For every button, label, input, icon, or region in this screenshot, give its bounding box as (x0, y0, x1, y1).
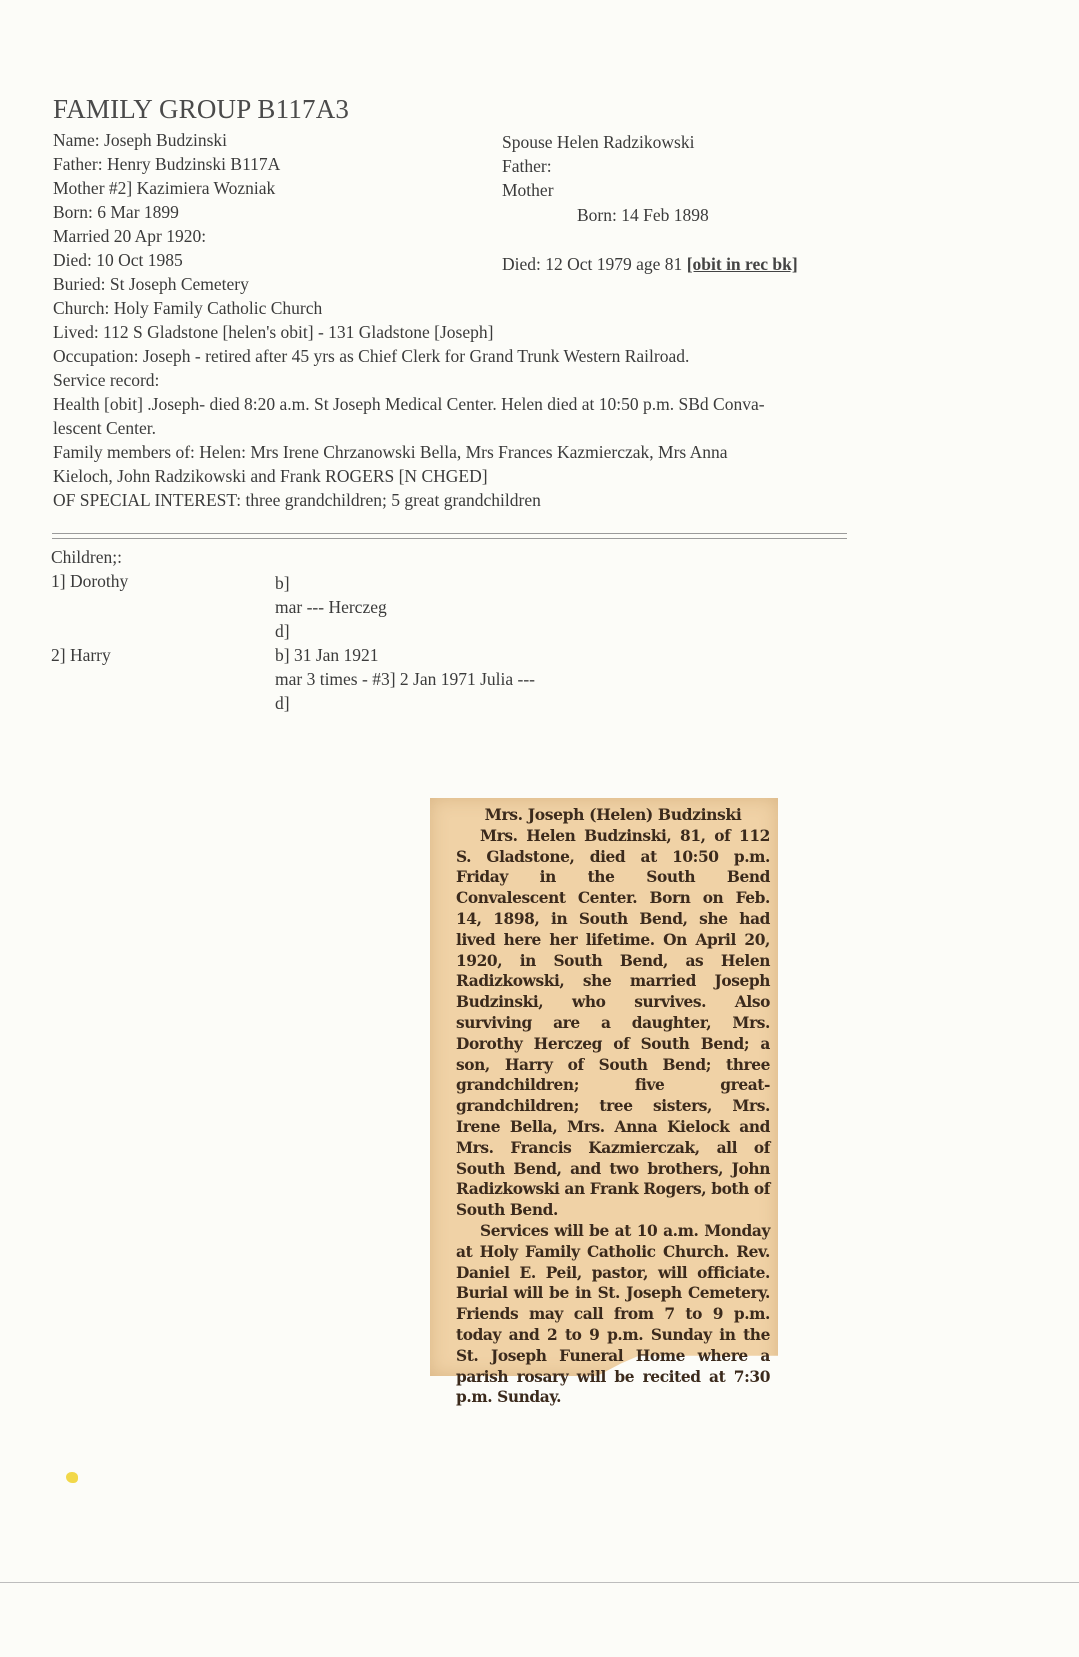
spouse-mother-line: Mother (502, 180, 554, 200)
health-line-2: lescent Center. (53, 418, 157, 438)
service-record-line: Service record: (53, 370, 160, 390)
child-born: b] 31 Jan 1921 (275, 645, 379, 665)
clipping-paragraph-2: Services will be at 10 a.m. Monday at Holy Family Catholic Church. Rev. Daniel E. Peil, pastor, will officiate. Burial will be in St. Joseph Cemetery. Friends may call from 7 to 9 p.m. today and 2 to 9 p.m. Sunday in the St. Joseph Funeral Home where a parish rosary will be recited at 7:30 p.m. Sunday. (456, 1221, 770, 1407)
occupation-line: Occupation: Joseph - retired after 45 yrs as Chief Clerk for Grand Trunk Western Railroad. (53, 346, 690, 366)
child-married: mar 3 times - #3] 2 Jan 1971 Julia --- (275, 669, 536, 689)
family-members-line-1: Family members of: Helen: Mrs Irene Chrzanowski Bella, Mrs Frances Kazmierczak, Mrs Anna (53, 442, 728, 462)
buried-line: Buried: St Joseph Cemetery (53, 274, 249, 294)
clipping-paragraph-1: Mrs. Helen Budzinski, 81, of 112 S. Gladstone, died at 10:50 p.m. Friday in the South Bend Convalescent Center. Born on Feb. 14, 1898, in South Bend, she had lived here her lifetime. On April 20, 1920, in South Bend, as Helen Radizkowski, she married Joseph Budzinski, who survives. Also surviving are a daughter, Mrs. Dorothy Herczeg of South Bend; a son, Harry of South Bend; three grandchildren; five great-grandchildren; tree sisters, Mrs. Irene Bella, Mrs. Anna Kielock and Mrs. Francis Kazmierczak, all of South Bend, and two brothers, John Radizkowski an Frank Rogers, both of South Bend. (456, 826, 770, 1220)
obit-reference-link[interactable]: [obit in rec bk] (686, 254, 798, 274)
bottom-edge-line (0, 1582, 1079, 1583)
health-line-1: Health [obit] .Joseph- died 8:20 a.m. St Joseph Medical Center. Helen died at 10:50 p.m. SBd Conva- (53, 394, 765, 414)
mother-line: Mother #2] Kazimiera Wozniak (53, 178, 276, 198)
spouse-died-line (502, 254, 798, 274)
child-died: d] (275, 693, 290, 713)
born-line: Born: 6 Mar 1899 (53, 202, 179, 222)
spouse-line: Spouse Helen Radzikowski (502, 132, 695, 152)
child-married: mar --- Herczeg (275, 597, 387, 617)
spouse-born-line: Born: 14 Feb 1898 (577, 205, 709, 225)
church-line: Church: Holy Family Catholic Church (53, 298, 323, 318)
father-line: Father: Henry Budzinski B117A (53, 154, 281, 174)
name-line: Name: Joseph Budzinski (53, 130, 228, 150)
married-line: Married 20 Apr 1920: (53, 226, 207, 246)
child-died: d] (275, 621, 290, 641)
child-name: 1] Dorothy (51, 571, 129, 591)
died-line: Died: 10 Oct 1985 (53, 250, 183, 270)
special-interest-line: OF SPECIAL INTEREST: three grandchildren; 5 great grandchildren (53, 490, 541, 510)
page-title: FAMILY GROUP B117A3 (53, 94, 350, 124)
clipping-title: Mrs. Joseph (Helen) Budzinski (484, 805, 742, 824)
yellow-spot-mark (66, 1472, 78, 1483)
lived-line: Lived: 112 S Gladstone [helen's obit] - 131 Gladstone [Joseph] (53, 322, 494, 342)
newspaper-clipping (456, 805, 770, 1408)
child-born: b] (275, 573, 290, 593)
section-divider (52, 533, 847, 539)
family-members-line-2: Kieloch, John Radzikowski and Frank ROGERS [N CHGED] (53, 466, 488, 486)
spouse-father-line: Father: (502, 156, 552, 176)
child-name: 2] Harry (51, 645, 111, 665)
children-heading: Children;: (51, 547, 122, 567)
spouse-died-text: Died: 12 Oct 1979 age 81 (502, 254, 687, 274)
